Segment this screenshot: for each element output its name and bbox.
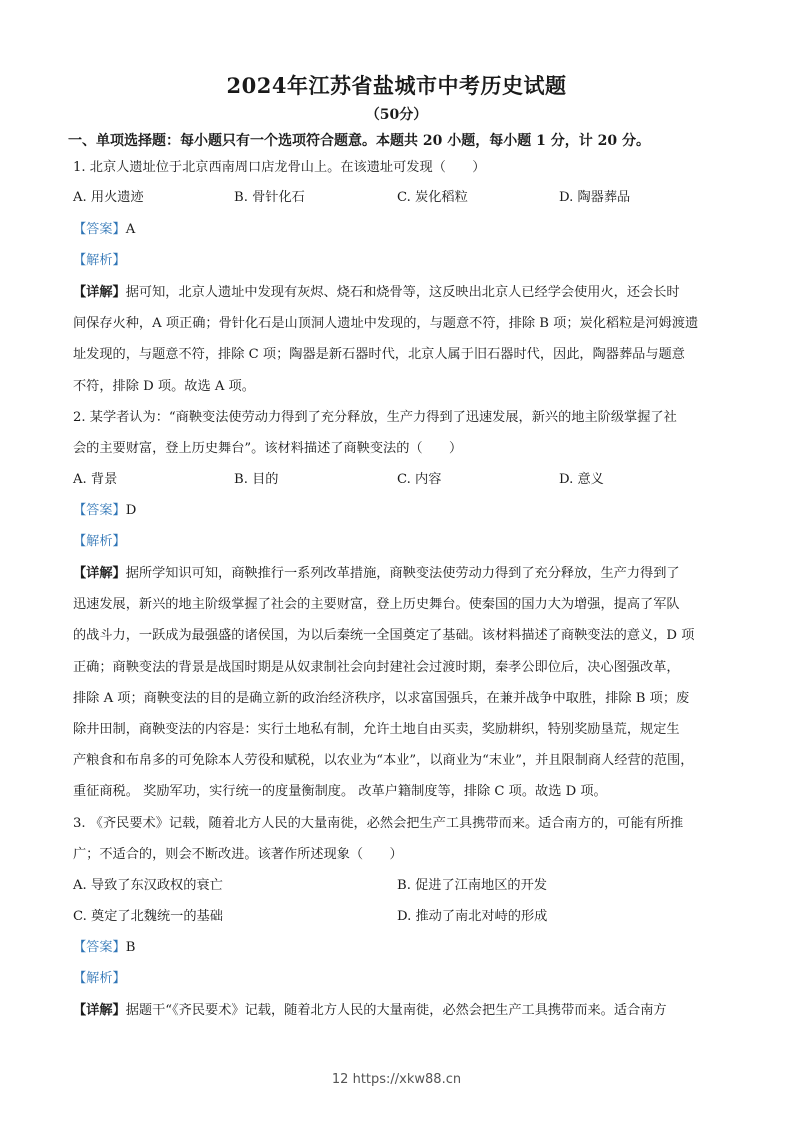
q2-option-d: D. 意义 [559,472,604,487]
detail-tag: 【详解】 [73,285,126,300]
detail-tag: 【详解】 [73,566,126,581]
q1-analysis [73,251,733,271]
q2-detail-line: 重征商税。 奖励军功，实行统一的度量衡制度。 改革户籍制度等，排除 C 项。故选 D 项。 [73,784,607,799]
q2-detail-line: 除井田制，商鞅变法的内容是：实行土地私有制，允许土地自由买卖，奖励耕织，特别奖励垦荒，规定生 [73,722,680,737]
q2-detail-line: 迅速发展，新兴的地主阶级掌握了社会的主要财富，登上历史舞台。使秦国的国力大为增强，提高了军队 [73,597,680,612]
q3-detail-line: 【详解】据题干“《齐民要术》记载，随着北方人民的大量南徙，必然会把生产工具携带而来。适合南方 [73,1003,667,1018]
q2-detail-line: 产粮食和布帛多的可免除本人劳役和赋税，以农业为“本业”，以商业为“末业”，并且限制商人经营的范围， [73,753,694,768]
q1-answer [73,220,733,240]
page-number: 12 [331,1072,349,1087]
q3-stem: 广；不适合的，则会不断改进。该著作所述现象（ ） [73,847,403,862]
q1-detail-line: 【详解】据可知，北京人遗址中发现有灰烬、烧石和烧骨等，这反映出北京人已经学会使用火，还会长时 [73,285,680,300]
q2-option-c: C. 内容 [397,472,442,487]
q2-option-a: A. 背景 [73,472,118,487]
q2-stem: 会的主要财富，登上历史舞台”。该材料描述了商鞅变法的（ ） [73,441,463,456]
answer-value: B [125,940,136,955]
detail-tag: 【详解】 [73,1003,126,1018]
answer-tag: 【答案】 [73,222,126,237]
page-footer [0,1072,793,1087]
q3-option-c: C. 奠定了北魏统一的基础 [73,909,223,924]
q1-option-a: A. 用火遗迹 [73,190,144,205]
q3-option-a: A. 导致了东汉政权的衰亡 [73,878,223,893]
analysis-tag: 【解析】 [73,253,126,268]
q1-option-c: C. 炭化稻粒 [397,190,468,205]
q2-detail-line: 排除 A 项；商鞅变法的目的是确立新的政治经济秩序，以求富国强兵，在兼并战争中取胜，排除 B 项；废 [73,691,690,706]
total-score: （50分） [365,107,428,123]
q3-option-d: D. 推动了南北对峙的形成 [397,909,548,924]
q3-option-b: B. 促进了江南地区的开发 [397,878,547,893]
q2-detail-line: 正确；商鞅变法的背景是战国时期是从奴隶制社会向封建社会过渡时期，秦孝公即位后，决心图强改革， [73,660,680,675]
q2-answer [73,501,733,521]
q2-option-b: B. 目的 [234,472,279,487]
answer-tag: 【答案】 [73,503,126,518]
page-title: 2024年江苏省盐城市中考历史试题 [226,73,567,98]
q2-stem: 2. 某学者认为：“商鞅变法使劳动力得到了充分释放，生产力得到了迅速发展，新兴的地主阶级掌握了社 [73,410,677,425]
q2-analysis [73,532,733,552]
analysis-tag: 【解析】 [73,534,126,549]
q3-analysis [73,969,733,989]
q1-detail-line: 不符，排除 D 项。故选 A 项。 [73,379,255,394]
q1-detail-line: 间保存火种，A 项正确；骨针化石是山顶洞人遗址中发现的，与题意不符，排除 B 项；炭化稻粒是河姆渡遗 [73,316,699,331]
q1-stem: 1. 北京人遗址位于北京西南周口店龙骨山上。在该遗址可发现（ ） [73,160,486,175]
analysis-tag: 【解析】 [73,971,126,986]
q3-stem: 3. 《齐民要术》记载，随着北方人民的大量南徙，必然会把生产工具携带而来。适合南方的，可能有所推 [73,816,684,831]
answer-value: A [125,222,136,237]
q2-detail-line: 【详解】据所学知识可知，商鞅推行一系列改革措施，商鞅变法使劳动力得到了充分释放，生产力得到了 [73,566,680,581]
q1-option-b: B. 骨针化石 [234,190,305,205]
answer-tag: 【答案】 [73,940,126,955]
answer-value: D [125,503,137,518]
q1-option-d: D. 陶器葬品 [559,190,631,205]
q2-detail-line: 的战斗力，一跃成为最强盛的诸侯国，为以后秦统一全国奠定了基础。该材料描述了商鞅变法的意义，D 项 [73,628,695,643]
footer-url[interactable]: https://xkw88.cn [352,1072,462,1087]
q3-answer [73,938,733,958]
section-heading: 一、单项选择题：每小题只有一个选项符合题意。本题共 20 小题，每小题 1 分，计 20 分。 [68,133,650,149]
q1-detail-line: 址发现的，与题意不符，排除 C 项；陶器是新石器时代，北京人属于旧石器时代，因此，陶器葬品与题意 [73,347,685,362]
